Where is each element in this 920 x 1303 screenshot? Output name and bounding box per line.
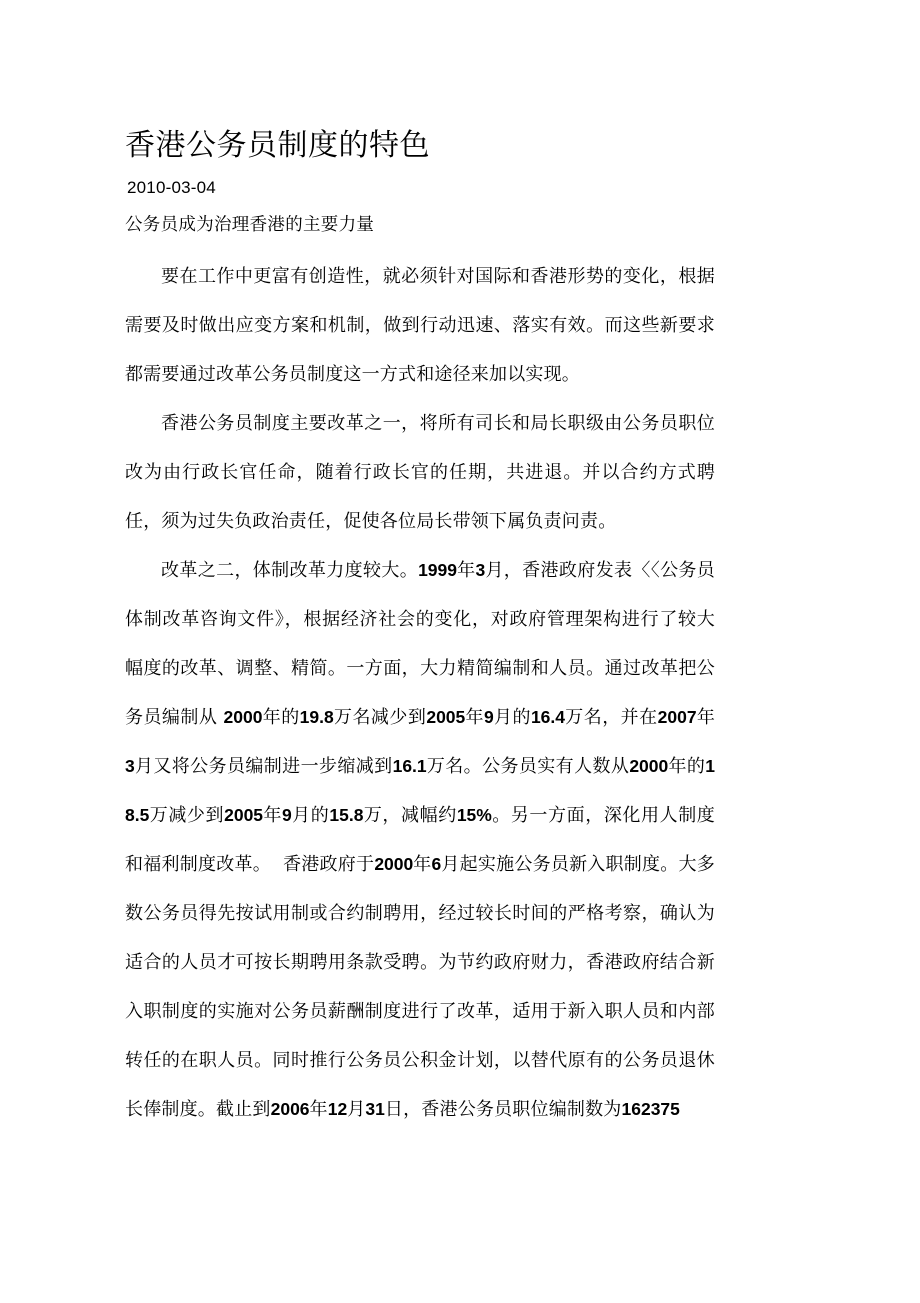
- numeric-run: 2000: [629, 756, 669, 776]
- numeric-run: 15.8: [329, 805, 364, 825]
- text-run: 年: [309, 1099, 328, 1120]
- paragraph-2: 香港公务员制度主要改革之一，将所有司长和局长职级由公务员职位改为由行政长官任命，随着行政长官的任期，共进退。并以合约方式聘任，须为过失负政治责任，促使各位局长带领下属负责问责。: [125, 413, 715, 532]
- text-run: 万名，并在: [565, 707, 658, 728]
- text-run: 月: [347, 1099, 366, 1120]
- text-run: 万名。公务员实有人数从: [426, 756, 630, 777]
- text-run: 。另一方面，深化用人制度和福利制度改革。: [125, 805, 715, 875]
- numeric-run: 18.5: [125, 756, 715, 825]
- text-run: 年: [465, 707, 485, 728]
- document-body: [125, 126, 715, 1134]
- numeric-run: 162375: [621, 1099, 680, 1119]
- text-run: 年: [457, 560, 476, 581]
- numeric-run: 6: [431, 854, 442, 874]
- page-title: 香港公务员制度的特色: [125, 128, 430, 163]
- numeric-run: 3: [475, 560, 486, 580]
- numeric-run: 19.8: [299, 707, 334, 727]
- text-run: 年: [696, 707, 716, 728]
- text-run: 香港政府于: [283, 854, 375, 875]
- numeric-run: 2006: [270, 1099, 310, 1119]
- numeric-run: 2005: [224, 805, 264, 825]
- numeric-run: 15%: [456, 805, 492, 825]
- text-run: 月的: [493, 707, 531, 728]
- numeric-run: 2000: [223, 707, 263, 727]
- numeric-run: 16.4: [530, 707, 566, 727]
- text-run: 月起实施公务员新入职制度。大多数公务员得先按试用制或合约制聘用，经过较长时间的严格考察，确认为适合的人员才可按长期聘用条款受聘。为节约政府财力，香港政府结合新入职制度的实施对公务员薪酬制度进行了改革，适用于新入职人员和内部转任的在职人员。同时推行公务员公积金计划，以替代原有的公务员退休长俸制度。截止到: [125, 854, 715, 1120]
- numeric-run: 12: [327, 1099, 348, 1119]
- numeric-run: 2000: [374, 854, 414, 874]
- text-run: 年的: [262, 707, 300, 728]
- text-run: 月，香港政府发表〈〈公务员体制改革咨询文件》，根据经济社会的变化，对政府管理架构进行了较大幅度的改革、调整、精简。一方面，大力精简编制和人员。通过改革把公务员编制从: [125, 560, 715, 728]
- text-run: 万名减少到: [333, 707, 427, 728]
- paragraph-1: 要在工作中更富有创造性，就必须针对国际和香港形势的变化，根据需要及时做出应变方案和机制，做到行动迅速、落实有效。而这些新要求都需要通过改革公务员制度这一方式和途径来加以实现。: [125, 266, 715, 385]
- paragraph-3: [125, 546, 715, 1134]
- numeric-run: 31: [365, 1099, 385, 1119]
- section-heading: 公务员成为治理香港的主要力量: [125, 215, 375, 235]
- publish-date: 2010-03-04: [127, 178, 216, 197]
- text-run: 年的: [668, 756, 706, 777]
- numeric-run: 1999: [418, 560, 458, 580]
- text-run: [271, 854, 283, 875]
- numeric-run: 3: [125, 756, 135, 776]
- text-run: 万，减幅约: [363, 805, 457, 826]
- numeric-run: 9: [282, 805, 292, 825]
- numeric-run: 16.1: [392, 756, 427, 776]
- text-run: 年: [413, 854, 432, 875]
- numeric-run: 2007: [657, 707, 697, 727]
- numeric-run: 9: [484, 707, 494, 727]
- text-run: 年: [263, 805, 283, 826]
- text-run: 改革之二，体制改革力度较大。: [161, 560, 419, 581]
- numeric-run: 2005: [426, 707, 466, 727]
- text-run: 日，香港公务员职位编制数为: [384, 1099, 622, 1120]
- text-run: 月的: [291, 805, 330, 826]
- text-run: 月又将公务员编制进一步缩减到: [134, 756, 393, 777]
- text-run: 万减少到: [149, 805, 225, 826]
